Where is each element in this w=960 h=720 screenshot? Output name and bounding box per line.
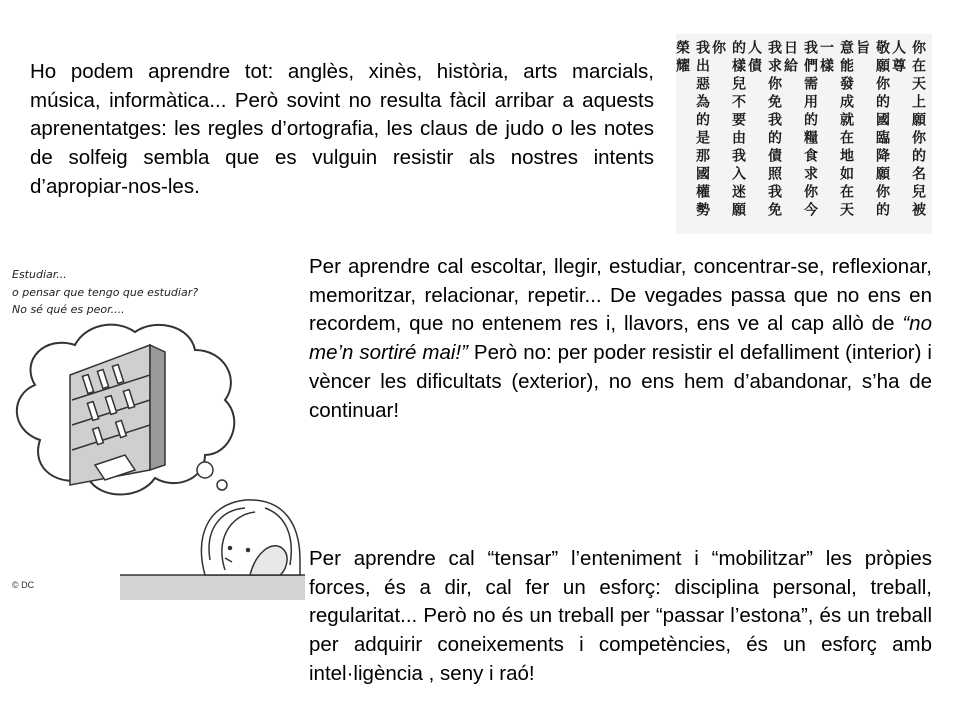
copyright-label: © DC	[12, 580, 35, 590]
thought-bubble	[217, 480, 227, 490]
cartoon-caption-line: No sé qué es peor....	[12, 303, 125, 316]
chinese-text-column: 的樣兒不要由我入迷願你	[710, 40, 746, 220]
chinese-text-image	[676, 34, 932, 234]
chinese-text-column: 我求你免我的債照我免人債	[746, 40, 782, 220]
chinese-text-column: 我出惡為的是那國權勢榮耀	[674, 40, 710, 220]
thought-bubble	[197, 462, 213, 478]
paragraph-text: Per aprendre cal escoltar, llegir, estudiar, concentrar-se, reflexionar, memoritzar, relacionar, repetir... De vegades passa que no ens en recordem, que no entenem res i, llavors, ens ve al cap allò de	[309, 255, 932, 336]
chinese-text-column: 我們需用的糧食求你今日給	[782, 40, 818, 220]
chinese-text-column: 你在天上願你的名兒被人尊	[890, 40, 926, 220]
paragraph-effort: Per aprendre cal “tensar” l’enteniment i “mobilitzar” les pròpies forces, és a dir, cal fer un esforç: disciplina personal, treball, regularitat... Però no és un treball per “passar l’estona”, és un treball per adquirir coneixements i competències, és un esforç amb intel·ligència , seny i raó!	[309, 547, 932, 685]
paragraph-text: Però no: per poder resistir el defalliment (interior) i vèncer les dificultats (exterior), no ens hem d’abandonar, s’ha de continuar!	[309, 341, 932, 422]
student-figure	[201, 500, 300, 575]
cartoon-student-illustration	[0, 255, 305, 600]
paragraph-intro: Ho podem aprendre tot: anglès, xinès, història, arts marcials, música, informàtica... Però sovint no resulta fàcil arribar a aquests aprenentatges: les regles d’ortografia, les claus de judo o les notes de solfeig sembla que es vulguin resistir als nostres intents d’apropiar-nos-les.	[30, 60, 654, 198]
italic-quote: “no me’n sortiré mai!”	[309, 312, 932, 365]
desk	[120, 575, 305, 600]
chinese-text-column: 敬願你的國臨降願你的旨	[854, 40, 890, 220]
cartoon-caption-line: o pensar que tengo que estudiar?	[12, 286, 199, 299]
chinese-text-column: 意能發成就在地如在天一樣	[818, 40, 854, 220]
paragraph-learning-process	[309, 253, 932, 425]
cartoon-caption-line: Estudiar...	[12, 268, 67, 281]
